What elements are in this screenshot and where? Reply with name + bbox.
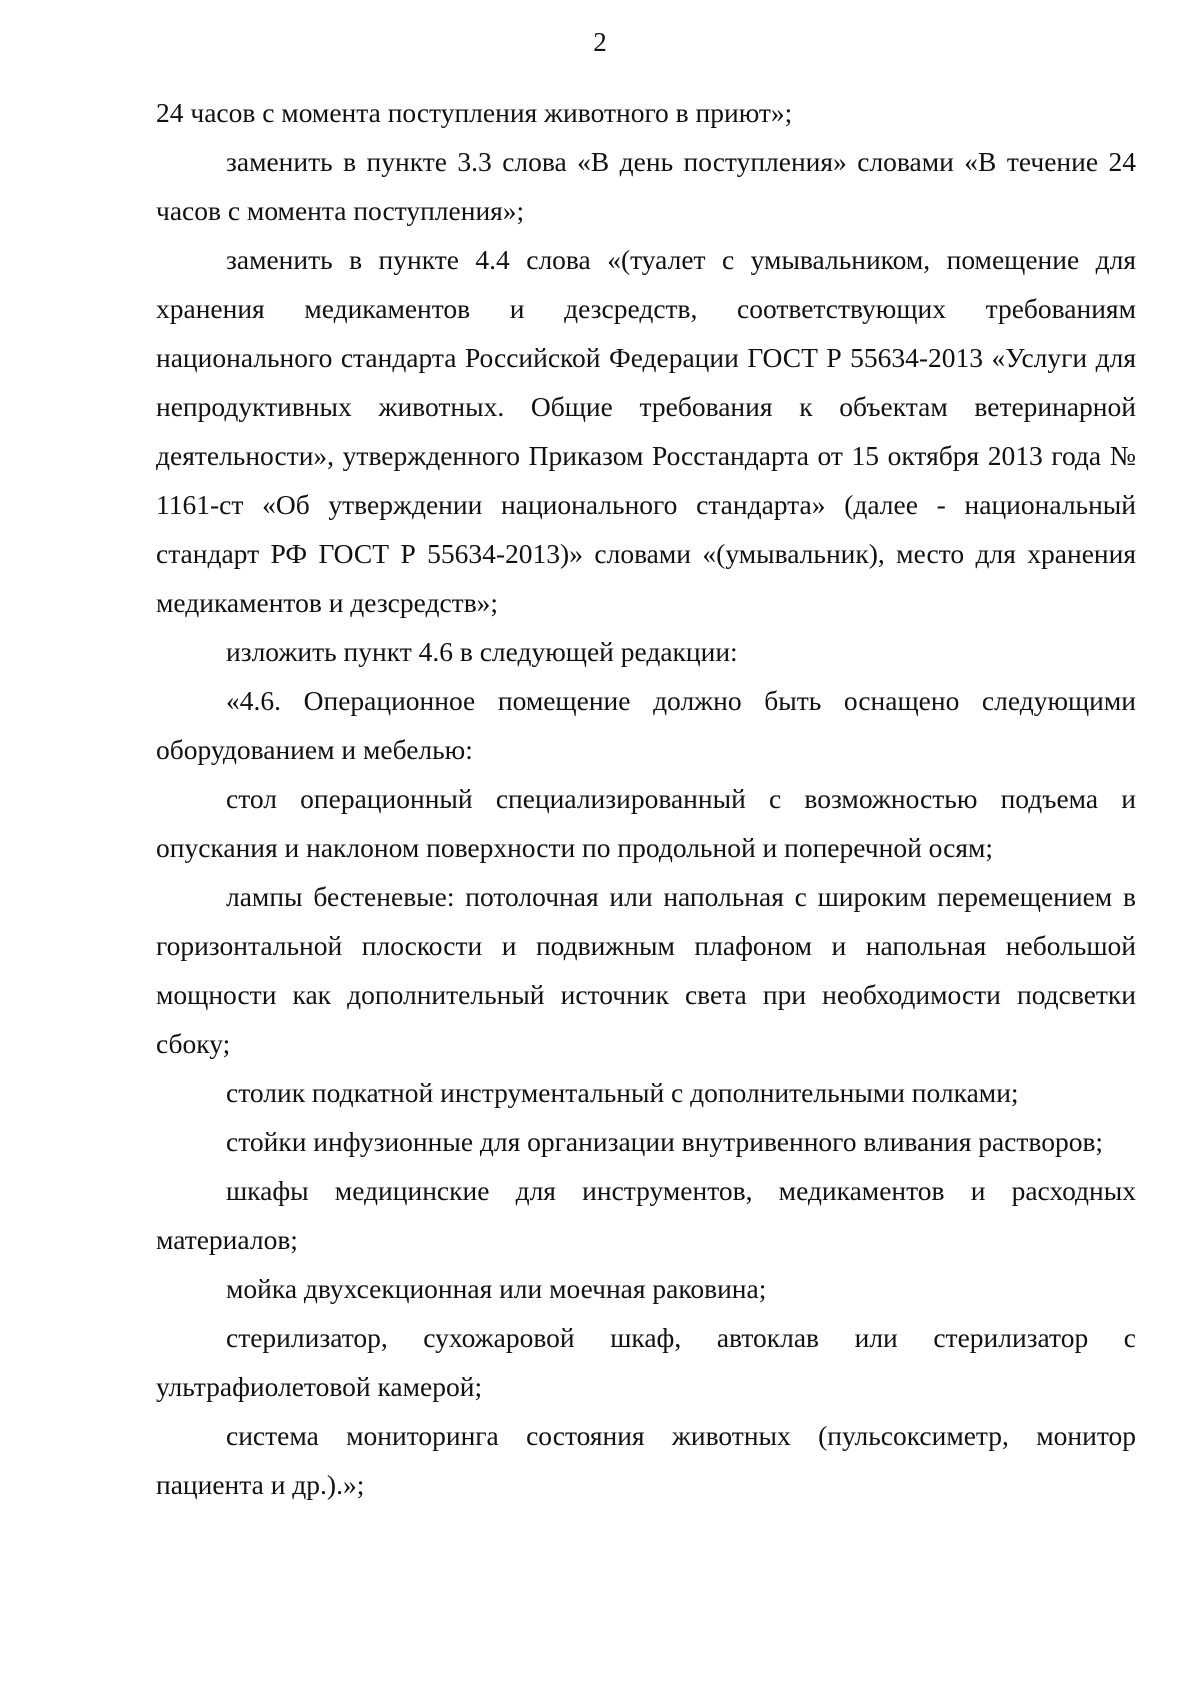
list-item-instrument-table: столик подкатной инструментальный с дополнительными полками; — [226, 1077, 1019, 1108]
list-item-infusion-stands: стойки инфузионные для организации внутривенного вливания растворов; — [226, 1126, 1104, 1157]
page-number: 2 — [593, 27, 607, 57]
paragraph-amend-4-4: заменить в пункте 4.4 слова «(туалет с умывальником, помещение для хранения медикаментов и дезсредств, соответствующих требованиям национального стандарта Российской Федерации ГОСТ Р 55634-2013 «Услуги для непродуктивных животных. Общие требования к объектам ветеринарной деятельности», утвержденного Приказом Росстандарта от 15 октября 2013 года № 1161-ст «Об утверждении национального стандарта» (далее - национальный стандарт РФ ГОСТ Р 55634-2013)» словами «(умывальник), место для хранения медикаментов и дезсредств»; — [156, 244, 1136, 618]
list-item-operating-table: стол операционный специализированный с возможностью подъема и опускания и наклоном поверхности по продольной и поперечной осям; — [156, 783, 1136, 863]
paragraph-amend-4-6-intro: изложить пункт 4.6 в следующей редакции: — [226, 636, 738, 667]
list-item-medical-cabinets: шкафы медицинские для инструментов, медикаментов и расходных материалов; — [156, 1175, 1136, 1255]
list-item-sink: мойка двухсекционная или моечная раковина; — [226, 1273, 767, 1304]
list-item-monitoring-system: система мониторинга состояния животных (пульсоксиметр, монитор пациента и др.).»; — [156, 1420, 1136, 1500]
document-body — [156, 88, 1136, 1509]
paragraph-clause-4-6: «4.6. Операционное помещение должно быть оснащено следующими оборудованием и мебелью: — [156, 685, 1136, 765]
paragraph-continuation: 24 часов с момента поступления животного в приют»; — [156, 97, 793, 128]
list-item-sterilizer: стерилизатор, сухожаровой шкаф, автоклав или стерилизатор с ультрафиолетовой камерой; — [156, 1322, 1136, 1402]
paragraph-amend-3-3: заменить в пункте 3.3 слова «В день поступления» словами «В течение 24 часов с момента поступления»; — [156, 146, 1136, 226]
list-item-shadowless-lamps: лампы бестеневые: потолочная или напольная с широким перемещением в горизонтальной плоскости и подвижным плафоном и напольная небольшой мощности как дополнительный источник света при необходимости подсветки сбоку; — [156, 881, 1136, 1059]
